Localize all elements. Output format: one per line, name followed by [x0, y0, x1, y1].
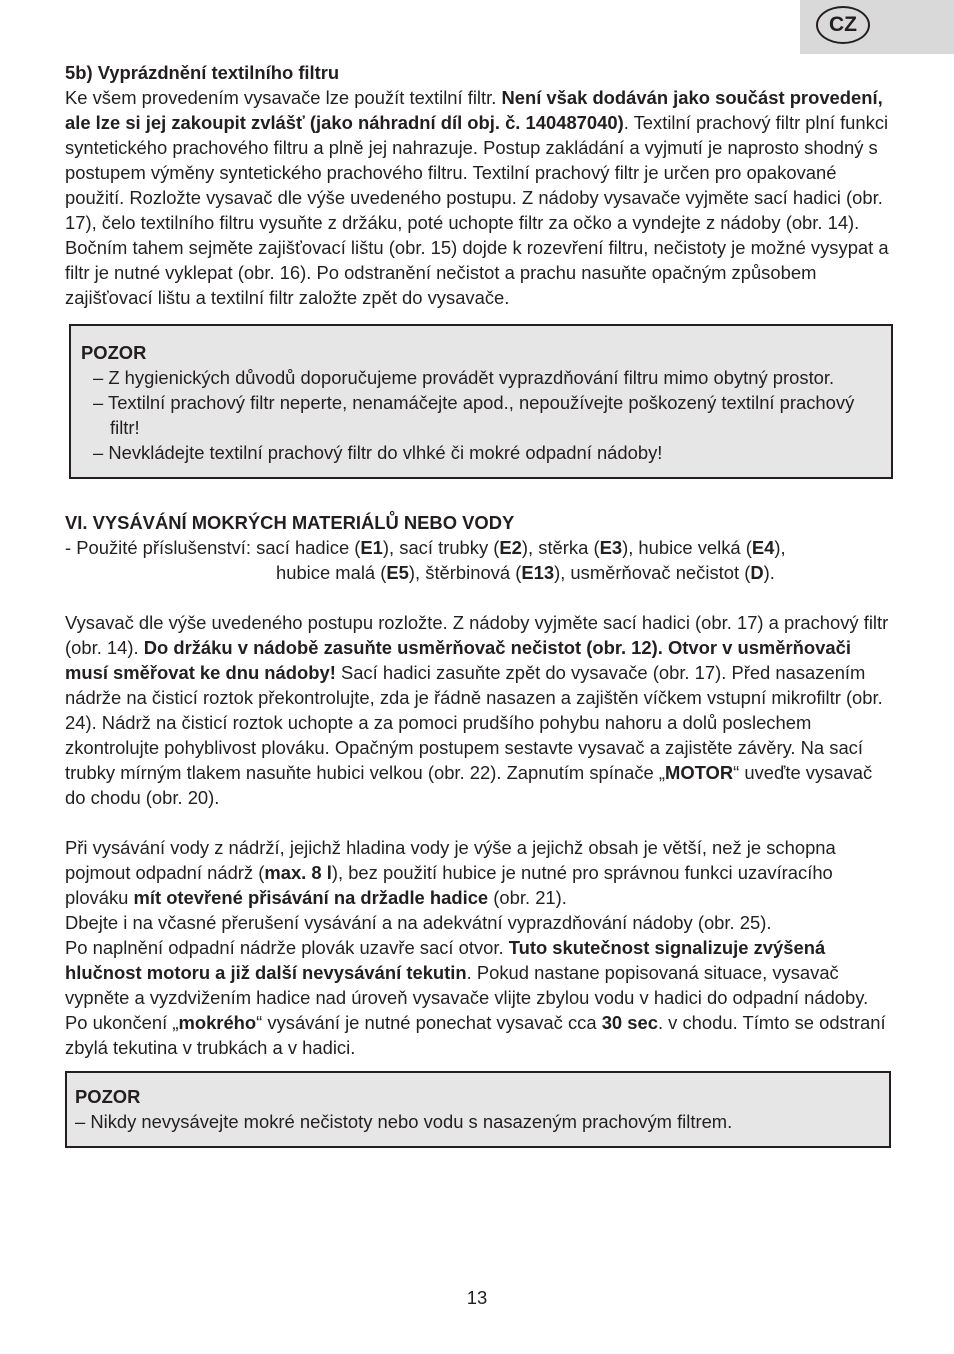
accessory-code: E2 — [499, 537, 522, 558]
section-title-textile-filter: 5b) Vyprázdnění textilního filtru — [65, 62, 340, 83]
text-run: Ke všem provedením vysavače lze použít textilní filtr. — [65, 87, 502, 108]
accessory-code: D — [750, 562, 764, 583]
text-run: Sací hadici zasuňte zpět do vysavače (obr. 17). Před nasazením nádrže na čisticí roztok překontrolujte, zda je řádně nasazen a zajištěn víčkem vstupní mikrofiltr (obr. 24). Nádrž na čisticí roztok uchopte a za pomoci prudšího pohybu nahoru a dolů poslechem zkontrolujte pohyblivost plováku. Opačným postupem sestavte vysavač a zajistěte závěry. Na sací trubky mírným tlakem nasuňte hubici velkou (obr. 22). Zapnutím spínače „ — [65, 662, 883, 783]
accessory-code: E5 — [386, 562, 409, 583]
page-content — [65, 60, 895, 1148]
warning-title: POZOR — [81, 342, 147, 363]
bold-run: mokrého — [178, 1012, 257, 1033]
text-run: (obr. 21). — [488, 887, 567, 908]
accessory-code: E4 — [751, 537, 775, 558]
accessories-list — [65, 535, 895, 585]
text-run: ), štěrbinová ( — [408, 562, 522, 583]
float-paragraph — [65, 935, 895, 1060]
text-run: hubice malá ( — [276, 562, 387, 583]
text-run: Vysavač dle výše uvedeného postupu rozložte. Z nádoby vyjměte sací hadici (obr. 17) a prachový filtr (obr. 14). — [65, 612, 889, 658]
text-run: ), — [774, 537, 786, 558]
bold-run: 30 sec — [601, 1012, 658, 1033]
warning-item: – Nevkládejte textilní prachový filtr do vlhké či mokré odpadní nádoby! — [93, 442, 663, 463]
bold-run: MOTOR — [665, 762, 734, 783]
text-run: ), hubice velká ( — [622, 537, 752, 558]
warning-item: – Textilní prachový filtr neperte, nenamáčejte apod., nepoužívejte poškozený textilní prachový filtr! — [93, 392, 855, 438]
bold-run: max. 8 l — [264, 862, 332, 883]
language-tab — [800, 0, 954, 54]
water-tank-paragraph — [65, 835, 895, 910]
warning-box — [69, 324, 893, 479]
warning-item: – Z hygienických důvodů doporučujeme provádět vyprazdňování filtru mimo obytný prostor. — [93, 367, 835, 388]
page-number: 13 — [466, 1287, 488, 1308]
text-run: ), usměrňovač nečistot ( — [554, 562, 751, 583]
language-badge: CZ — [816, 6, 870, 44]
text-run: . Textilní prachový filtr plní funkci syntetického prachového filtru a plně jej nahrazuje. Postup zakládání a vyjmutí je naprosto shodný s postupem výměny syntetického prachového filtru. Textilní prachový filtr je určen pro opakované použití. Rozložte vysavač dle výše uvedeného postupu. Z nádoby vysavače vyjměte sací hadici (obr. 17), čelo textilního filtru vysuňte z držáku, poté uchopte filtr za očko a vyndejte z nádoby (obr. 14). Bočním tahem sejměte zajišťovací lištu (obr. 15) dojde k rozevření filtru, nečistoty je možné vysypat a filtr je nutné vyklepat (obr. 16). Po odstranění nečistot a prachu nasuňte opačným způsobem zajišťovací lištu a textilní filtr založte zpět do vysavače. — [65, 112, 889, 308]
text-run: “ uveďte vysavač do chodu (obr. 20). — [65, 762, 873, 808]
textile-filter-paragraph — [65, 85, 895, 310]
warning-box — [65, 1071, 891, 1148]
bold-run: Není však dodáván jako součást provedení, ale lze si jej zakoupit zvlášť (jako náhradní díl obj. č. 140487040) — [65, 87, 883, 133]
section-title-wet-vacuuming: VI. VYSÁVÁNÍ MOKRÝCH MATERIÁLŮ NEBO VODY — [65, 512, 515, 533]
text-run: ), sací trubky ( — [382, 537, 500, 558]
interrupt-paragraph: Dbejte i na včasné přerušení vysávání a na adekvátní vyprazdňování nádoby (obr. 25). — [65, 912, 772, 933]
warning-item: – Nikdy nevysávejte mokré nečistoty nebo vodu s nasazeným prachovým filtrem. — [75, 1111, 733, 1132]
text-run: ). — [763, 562, 775, 583]
bold-run: Do držáku v nádobě zasuňte usměrňovač nečistot (obr. 12). Otvor v usměrňovači musí směřovat ke dnu nádoby! — [65, 637, 851, 683]
bold-run: mít otevřené přisávání na držadle hadice — [133, 887, 489, 908]
text-run: ), bez použití hubice je nutné pro správnou funkci uzavíracího plováku — [65, 862, 833, 908]
accessories-line-1 — [65, 535, 895, 560]
text-run: Po naplnění odpadní nádrže plovák uzavře sací otvor. — [65, 937, 509, 958]
text-run: “ vysávání je nutné ponechat vysavač cca — [256, 1012, 602, 1033]
text-run: Při vysávání vody z nádrží, jejichž hladina vody je výše a jejichž obsah je větší, než je schopna pojmout odpadní nádrž ( — [65, 837, 836, 883]
text-run: - Použité příslušenství: sací hadice ( — [65, 537, 361, 558]
accessory-code: E3 — [599, 537, 623, 558]
bold-run: Tuto skutečnost signalizuje zvýšená hlučnost motoru a již další nevysávání tekutin — [65, 937, 826, 983]
accessory-code: E13 — [521, 562, 555, 583]
accessories-line-2 — [65, 560, 895, 585]
warning-title: POZOR — [75, 1086, 141, 1107]
accessory-code: E1 — [360, 537, 383, 558]
text-run: . v chodu. Tímto se odstraní zbylá tekutina v trubkách a v hadici. — [65, 1012, 886, 1058]
wet-vacuuming-paragraph — [65, 610, 895, 810]
text-run: ), stěrka ( — [521, 537, 600, 558]
text-run: . Pokud nastane popisovaná situace, vysavač vypněte a vyzdvižením hadice nad úroveň vysavače vlijte zbylou vodu v hadici do odpadní nádoby. Po ukončení „ — [65, 962, 869, 1033]
